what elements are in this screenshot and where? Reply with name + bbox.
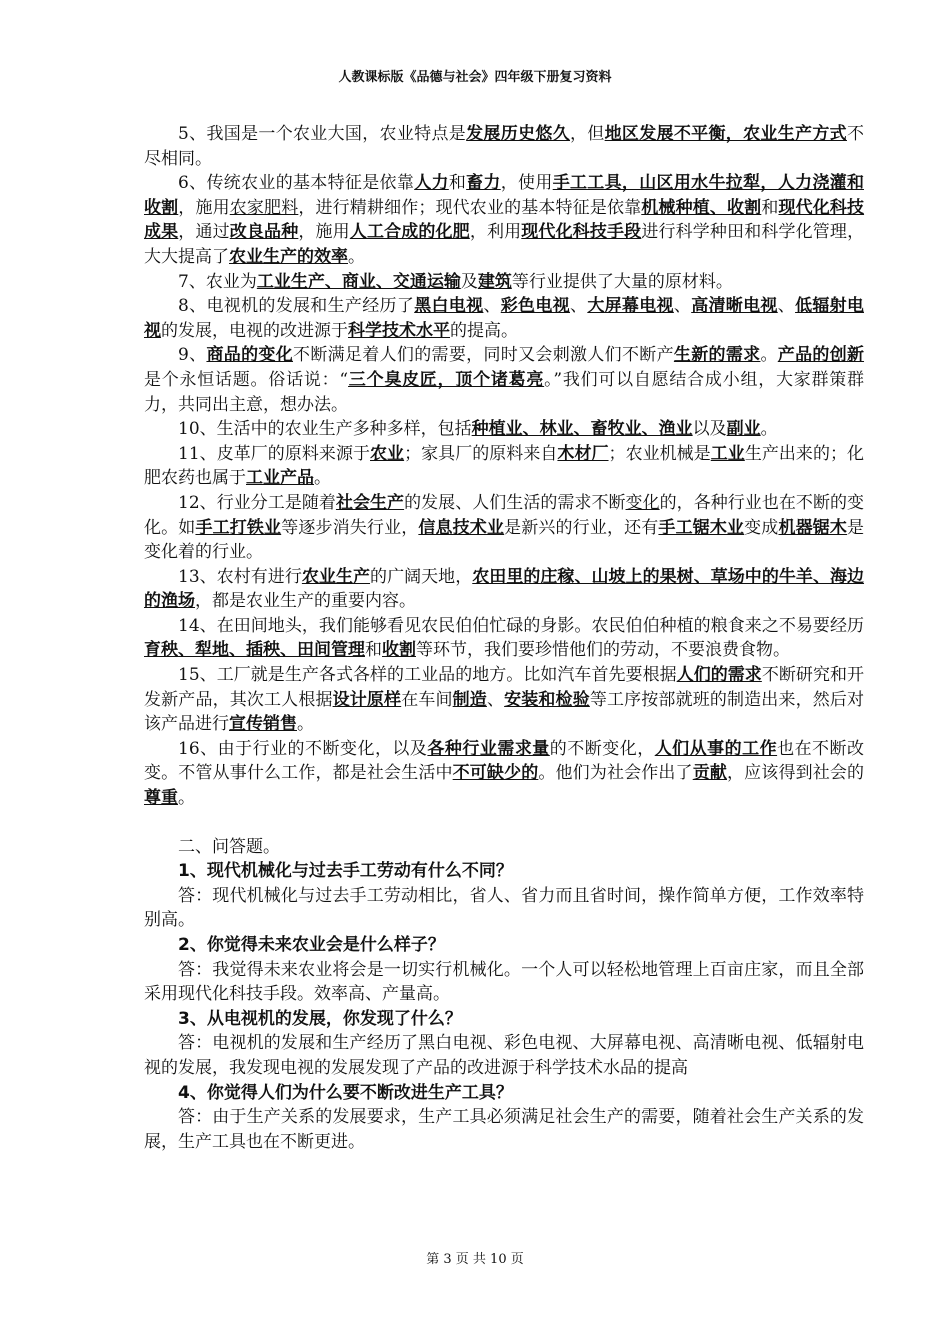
key-term: 畜力	[466, 173, 501, 194]
item-text: ，施用	[178, 197, 230, 218]
item-text: 等逐步消失行业，	[281, 517, 419, 538]
key-term: 贡献	[692, 763, 727, 784]
fill-in-items	[144, 122, 864, 811]
item-text: 和	[448, 173, 467, 194]
key-term: 副业	[726, 419, 761, 440]
item-text: ，使用	[500, 173, 553, 194]
item-text: 的不断变化，	[549, 738, 655, 759]
item-text: 不断满足着人们的需要，同时又会刺激人们不断产	[293, 345, 674, 366]
item-text: ，但	[570, 124, 605, 144]
item-text: 生产出来的；化肥农药也属于	[144, 443, 865, 489]
item-text: 的广阔天地，	[370, 566, 473, 587]
review-item	[144, 442, 864, 491]
key-term: 工业	[710, 443, 745, 464]
review-item	[144, 343, 864, 417]
item-text: 5、我国是一个农业大国，农业特点是	[178, 124, 467, 144]
answer: 答：现代机械化与过去手工劳动相比，省人、省力而且省时间，操作简单方便，工作效率特别高。	[144, 885, 864, 931]
item-text: 。	[314, 468, 331, 489]
review-item	[144, 737, 864, 811]
item-text: 16、由于行业的不断变化，以及	[178, 738, 428, 759]
key-term: 现代化科技手段	[521, 222, 642, 243]
item-text: 不尽相同。	[144, 124, 864, 169]
key-term: 不可缺少的	[452, 763, 539, 784]
qa-section	[144, 835, 864, 1155]
key-term: 社会生产	[335, 492, 405, 513]
review-item	[144, 122, 864, 171]
review-item	[144, 663, 864, 737]
key-term: 种植业、林业、畜牧业、渔业	[471, 419, 693, 440]
item-text: 。	[297, 714, 314, 735]
key-term: 工业生产、商业、交通运输	[256, 271, 461, 292]
item-text: 、	[486, 689, 505, 710]
review-item	[144, 171, 864, 269]
key-term: 农业生产	[301, 566, 371, 587]
item-text: 。	[760, 419, 778, 440]
key-term: 生新的需求	[673, 345, 761, 366]
item-text: 。”我们可以自愿结合成小组，大家群策群力，共同出主意，想办法。	[144, 369, 864, 415]
item-text: 9、	[178, 345, 207, 366]
page-number: 第 3 页 共 10 页	[426, 1252, 524, 1267]
key-term: 大屏幕电视	[587, 296, 674, 317]
key-term: 人力	[414, 173, 449, 194]
answer: 答：我觉得未来农业将会是一切实行机械化。一个人可以轻松地管理上百亩庄家，而且全部采用现代化科技手段。效率高、产量高。	[144, 959, 864, 1005]
item-text: 、	[483, 296, 501, 317]
item-text: 以及	[692, 419, 727, 440]
item-text: 也在不断改变。不管从事什么工作，都是社会生活中	[144, 738, 865, 784]
key-term: 育秧、犁地、插秧、田间管理	[144, 640, 365, 661]
key-term: 高清晰电视	[691, 296, 778, 317]
key-term: 产品的创新	[777, 345, 865, 366]
key-term: 建筑	[477, 271, 512, 292]
underlined-term: 变化	[625, 492, 660, 513]
question: 2、你觉得未来农业会是什么样子？	[178, 935, 445, 955]
item-text: 进行科学种田和科学化管理，大大提高了	[144, 222, 865, 267]
key-term: 商品的变化	[206, 345, 294, 366]
key-term: 现代化科技成果	[144, 197, 865, 243]
item-text: 是新兴的行业，还有	[504, 517, 659, 538]
answer: 答：电视机的发展和生产经历了黑白电视、彩色电视、大屏幕电视、高清晰电视、低辐射电视的发展，我发现电视的发展发现了产品的改进源于科学技术水品的提高	[144, 1033, 864, 1078]
qa-list	[144, 859, 864, 1154]
item-text: 是变化着的行业。	[144, 517, 865, 563]
item-text: 变成	[744, 517, 779, 538]
item-text: 。	[348, 246, 365, 267]
item-text: 是个永恒话题。俗话说：“	[144, 369, 349, 390]
item-text: 的发展、人们生活的需求不断	[404, 492, 626, 513]
item-text: ，利用	[469, 222, 522, 243]
review-item	[144, 417, 864, 442]
key-term: 地区发展不平衡，农业生产方式	[604, 124, 847, 144]
item-text: 不断研究和开发新产品，其次工人根据	[144, 665, 865, 710]
key-term: 人们从事的工作	[654, 738, 778, 759]
key-term: 安装和检验	[504, 689, 590, 710]
item-text: 14、在田间地头，我们能够看见农民伯伯忙碌的身影。农民伯伯种植的粮食来之不易要经历	[178, 615, 864, 636]
item-text: 等工序按部就班的制造出来，然后对该产品进行	[144, 689, 865, 735]
key-term: 制造	[452, 689, 487, 710]
question: 4、你觉得人们为什么要不断改进生产工具？	[178, 1082, 513, 1103]
key-term: 人工合成的化肥	[349, 222, 470, 243]
item-text: 15、工厂就是生产各式各样的工业品的地方。比如汽车首先要根据	[178, 665, 677, 686]
key-term: 机器锯木	[778, 517, 848, 538]
key-term: 低辐射电视	[144, 296, 864, 341]
item-text: 11、皮革厂的原料来源于	[178, 443, 371, 464]
section-heading: 二、问答题。	[178, 836, 280, 857]
item-text: ；农业机械是	[608, 443, 711, 464]
item-text: ，通过	[178, 222, 230, 243]
key-term: 农田里的庄稼、山坡上的果树、草场中的牛羊、海边的渔场	[144, 566, 865, 612]
key-term: 人们的需求	[676, 665, 762, 686]
review-item	[144, 491, 864, 565]
item-text: 及	[460, 271, 478, 292]
key-term: 发展历史悠久	[466, 124, 570, 144]
key-term: 尊重	[144, 788, 178, 809]
item-text: 等行业提供了大量的原材料。	[511, 271, 733, 292]
item-text: 13、农村有进行	[178, 566, 302, 587]
item-text: 、	[570, 296, 588, 317]
item-text: 7、农业为	[178, 271, 257, 292]
key-term: 手工打铁业	[195, 517, 282, 538]
question: 1、现代机械化与过去手工劳动有什么不同？	[178, 861, 513, 882]
review-item	[144, 270, 864, 295]
key-term: 信息技术业	[418, 517, 505, 538]
item-text: 和	[761, 197, 779, 218]
key-term: 木材厂	[557, 443, 609, 464]
question: 3、从电视机的发展，你发现了什么？	[178, 1008, 462, 1029]
key-term: 工业产品	[246, 468, 314, 489]
item-text: ；家具厂的原料来自	[404, 443, 558, 464]
section-gap	[144, 811, 864, 835]
item-text: 12、行业分工是随着	[178, 492, 336, 513]
item-text: 。	[178, 788, 195, 809]
item-text: 。他们为社会作出了	[538, 763, 693, 784]
item-text: 。	[760, 345, 778, 366]
item-text: ，都是农业生产的重要内容。	[195, 591, 416, 612]
review-item	[144, 294, 864, 343]
page-content	[144, 122, 864, 1154]
item-text: 10、生活中的农业生产多种多样，包括	[178, 419, 472, 440]
item-text: 的提高。	[450, 320, 518, 341]
item-text: ，应该得到社会的	[727, 763, 865, 784]
item-text: 等环节，我们要珍惜他们的劳动，不要浪费食物。	[416, 640, 790, 661]
key-term: 农业生产的效率	[229, 246, 348, 267]
key-term: 手工锯木业	[658, 517, 745, 538]
key-term: 机械种植、收割	[641, 197, 762, 218]
item-text: 8、电视机的发展和生产经历了	[178, 296, 415, 317]
key-term: 手工工具，山区用水牛拉犁，人力浇灌和收割	[144, 173, 864, 218]
answer: 答：由于生产关系的发展要求，生产工具必须满足社会生产的需要，随着社会生产关系的发展，生产工具也在不断更进。	[144, 1107, 864, 1152]
item-text: 、	[777, 296, 796, 317]
key-term: 农业	[370, 443, 405, 464]
review-item	[144, 614, 864, 663]
key-term: 宣传销售	[229, 714, 297, 735]
item-text: 在车间	[401, 689, 453, 710]
item-text: 的发展，电视的改进源于	[161, 320, 348, 341]
item-text: 6、传统农业的基本特征是依靠	[178, 173, 415, 194]
review-item	[144, 565, 864, 614]
item-text: 和	[365, 640, 382, 661]
key-term: 黑白电视	[414, 296, 484, 317]
item-text: 的，各种行业也在不断的变化。如	[144, 492, 865, 538]
key-term: 三个臭皮匠，顶个诸葛亮	[348, 369, 545, 390]
key-term: 设计原样	[332, 689, 402, 710]
key-term: 科学技术水平	[348, 320, 450, 341]
document-header: 人教课标版《品德与社会》四年级下册复习资料	[338, 70, 612, 85]
item-text: ，进行精耕细作；现代农业的基本特征是依靠	[298, 197, 642, 218]
key-term: 收割	[382, 640, 416, 661]
key-term: 彩色电视	[500, 296, 570, 317]
item-text: 、	[673, 296, 692, 317]
item-text: ，施用	[298, 222, 350, 243]
underlined-term: 农家肥料	[229, 197, 299, 218]
key-term: 各种行业需求量	[427, 738, 550, 759]
key-term: 改良品种	[229, 222, 299, 243]
